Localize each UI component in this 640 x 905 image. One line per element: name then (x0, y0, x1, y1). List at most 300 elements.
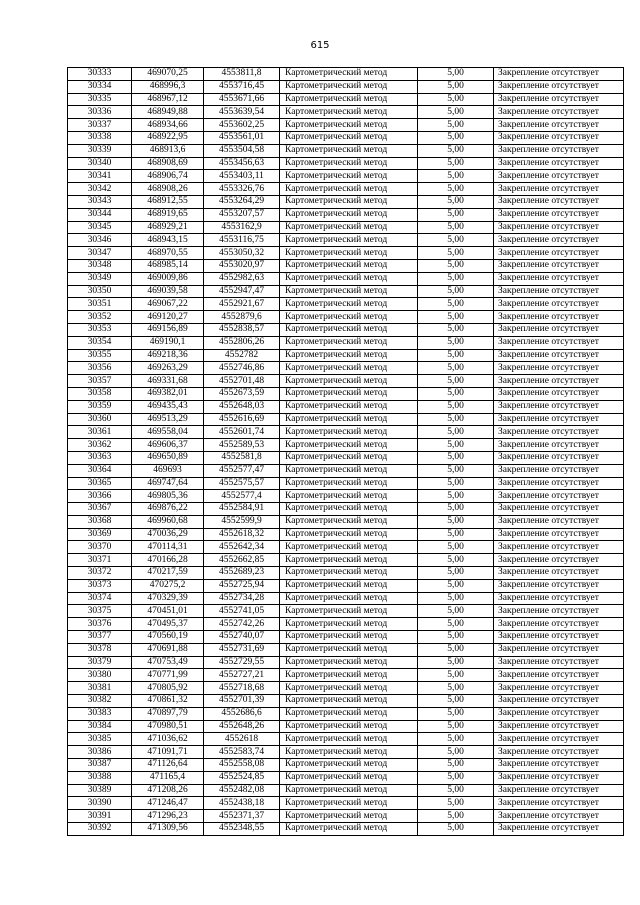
cell-y-coordinate: 4552584,91 (204, 503, 280, 516)
cell-y-coordinate: 4552618,32 (204, 528, 280, 541)
cell-y-coordinate: 4553602,25 (204, 119, 280, 132)
cell-fixation: Закрепление отсутствует (494, 234, 624, 247)
cell-point-number: 30386 (68, 746, 132, 759)
cell-method: Картометрический метод (280, 247, 418, 260)
cell-point-number: 30362 (68, 439, 132, 452)
cell-x-coordinate: 468934,66 (132, 119, 204, 132)
cell-x-coordinate: 468922,95 (132, 131, 204, 144)
cell-point-number: 30347 (68, 247, 132, 260)
cell-x-coordinate: 468970,55 (132, 247, 204, 260)
cell-accuracy: 5,00 (418, 707, 494, 720)
cell-fixation: Закрепление отсутствует (494, 669, 624, 682)
cell-method: Картометрический метод (280, 93, 418, 106)
cell-fixation: Закрепление отсутствует (494, 336, 624, 349)
cell-method: Картометрический метод (280, 272, 418, 285)
cell-y-coordinate: 4553162,9 (204, 221, 280, 234)
cell-point-number: 30392 (68, 823, 132, 836)
cell-accuracy: 5,00 (418, 170, 494, 183)
cell-accuracy: 5,00 (418, 336, 494, 349)
table-row (68, 183, 624, 196)
table-row (68, 80, 624, 93)
cell-method: Картометрический метод (280, 285, 418, 298)
cell-y-coordinate: 4552718,68 (204, 682, 280, 695)
cell-method: Картометрический метод (280, 311, 418, 324)
cell-point-number: 30343 (68, 195, 132, 208)
cell-method: Картометрический метод (280, 413, 418, 426)
cell-fixation: Закрепление отсутствует (494, 451, 624, 464)
cell-y-coordinate: 4552558,08 (204, 759, 280, 772)
cell-point-number: 30352 (68, 311, 132, 324)
cell-point-number: 30370 (68, 541, 132, 554)
cell-method: Картометрический метод (280, 528, 418, 541)
cell-accuracy: 5,00 (418, 234, 494, 247)
cell-fixation: Закрепление отсутствует (494, 247, 624, 260)
table-row (68, 477, 624, 490)
table-row (68, 106, 624, 119)
table-row (68, 439, 624, 452)
cell-accuracy: 5,00 (418, 400, 494, 413)
cell-x-coordinate: 468906,74 (132, 170, 204, 183)
cell-y-coordinate: 4552746,86 (204, 362, 280, 375)
cell-fixation: Закрепление отсутствует (494, 285, 624, 298)
cell-fixation: Закрепление отсутствует (494, 400, 624, 413)
cell-x-coordinate: 471091,71 (132, 746, 204, 759)
cell-x-coordinate: 471296,23 (132, 810, 204, 823)
cell-point-number: 30389 (68, 784, 132, 797)
cell-x-coordinate: 469156,89 (132, 323, 204, 336)
cell-accuracy: 5,00 (418, 592, 494, 605)
cell-y-coordinate: 4552438,18 (204, 797, 280, 810)
cell-accuracy: 5,00 (418, 195, 494, 208)
cell-method: Картометрический метод (280, 554, 418, 567)
cell-y-coordinate: 4552648,26 (204, 720, 280, 733)
cell-x-coordinate: 470805,92 (132, 682, 204, 695)
cell-fixation: Закрепление отсутствует (494, 183, 624, 196)
cell-point-number: 30376 (68, 618, 132, 631)
cell-x-coordinate: 470114,31 (132, 541, 204, 554)
cell-point-number: 30333 (68, 68, 132, 81)
cell-y-coordinate: 4552348,55 (204, 823, 280, 836)
cell-y-coordinate: 4553671,66 (204, 93, 280, 106)
cell-x-coordinate: 469039,58 (132, 285, 204, 298)
cell-accuracy: 5,00 (418, 311, 494, 324)
cell-x-coordinate: 468967,12 (132, 93, 204, 106)
cell-method: Картометрический метод (280, 170, 418, 183)
cell-method: Картометрический метод (280, 336, 418, 349)
cell-fixation: Закрепление отсутствует (494, 695, 624, 708)
cell-method: Картометрический метод (280, 605, 418, 618)
cell-point-number: 30373 (68, 579, 132, 592)
cell-method: Картометрический метод (280, 477, 418, 490)
cell-point-number: 30358 (68, 387, 132, 400)
cell-x-coordinate: 469960,68 (132, 515, 204, 528)
cell-accuracy: 5,00 (418, 362, 494, 375)
cell-point-number: 30337 (68, 119, 132, 132)
cell-fixation: Закрепление отсутствует (494, 464, 624, 477)
cell-point-number: 30369 (68, 528, 132, 541)
cell-fixation: Закрепление отсутствует (494, 618, 624, 631)
table-row (68, 362, 624, 375)
cell-y-coordinate: 4553020,97 (204, 259, 280, 272)
table-row (68, 413, 624, 426)
cell-point-number: 30338 (68, 131, 132, 144)
cell-fixation: Закрепление отсутствует (494, 605, 624, 618)
cell-x-coordinate: 469070,25 (132, 68, 204, 81)
cell-accuracy: 5,00 (418, 247, 494, 260)
cell-fixation: Закрепление отсутствует (494, 477, 624, 490)
cell-method: Картометрический метод (280, 208, 418, 221)
table-row (68, 720, 624, 733)
cell-fixation: Закрепление отсутствует (494, 323, 624, 336)
table-row (68, 733, 624, 746)
cell-y-coordinate: 4553504,58 (204, 144, 280, 157)
cell-point-number: 30349 (68, 272, 132, 285)
cell-x-coordinate: 470897,79 (132, 707, 204, 720)
cell-fixation: Закрепление отсутствует (494, 643, 624, 656)
cell-x-coordinate: 469120,27 (132, 311, 204, 324)
cell-x-coordinate: 469650,89 (132, 451, 204, 464)
cell-x-coordinate: 469876,22 (132, 503, 204, 516)
cell-accuracy: 5,00 (418, 349, 494, 362)
cell-y-coordinate: 4552673,59 (204, 387, 280, 400)
cell-point-number: 30360 (68, 413, 132, 426)
cell-x-coordinate: 471246,47 (132, 797, 204, 810)
cell-point-number: 30359 (68, 400, 132, 413)
cell-method: Картометрический метод (280, 707, 418, 720)
cell-y-coordinate: 4552921,67 (204, 298, 280, 311)
cell-point-number: 30384 (68, 720, 132, 733)
cell-fixation: Закрепление отсутствует (494, 413, 624, 426)
cell-fixation: Закрепление отсутствует (494, 311, 624, 324)
cell-fixation: Закрепление отсутствует (494, 771, 624, 784)
cell-y-coordinate: 4553456,63 (204, 157, 280, 170)
cell-x-coordinate: 468985,14 (132, 259, 204, 272)
cell-accuracy: 5,00 (418, 771, 494, 784)
cell-method: Картометрический метод (280, 797, 418, 810)
cell-method: Картометрический метод (280, 362, 418, 375)
table-row (68, 746, 624, 759)
cell-y-coordinate: 4552482,08 (204, 784, 280, 797)
cell-point-number: 30364 (68, 464, 132, 477)
table-row (68, 669, 624, 682)
cell-fixation: Закрепление отсутствует (494, 759, 624, 772)
cell-x-coordinate: 469693 (132, 464, 204, 477)
table-row (68, 144, 624, 157)
cell-x-coordinate: 468908,26 (132, 183, 204, 196)
cell-method: Картометрический метод (280, 439, 418, 452)
cell-accuracy: 5,00 (418, 298, 494, 311)
cell-accuracy: 5,00 (418, 119, 494, 132)
cell-fixation: Закрепление отсутствует (494, 349, 624, 362)
cell-y-coordinate: 4552742,26 (204, 618, 280, 631)
cell-method: Картометрический метод (280, 631, 418, 644)
cell-accuracy: 5,00 (418, 426, 494, 439)
cell-x-coordinate: 471309,56 (132, 823, 204, 836)
cell-x-coordinate: 469190,1 (132, 336, 204, 349)
table-row (68, 797, 624, 810)
cell-fixation: Закрепление отсутствует (494, 746, 624, 759)
cell-y-coordinate: 4553403,11 (204, 170, 280, 183)
cell-point-number: 30391 (68, 810, 132, 823)
cell-y-coordinate: 4552806,26 (204, 336, 280, 349)
cell-x-coordinate: 470166,28 (132, 554, 204, 567)
cell-y-coordinate: 4552731,69 (204, 643, 280, 656)
cell-y-coordinate: 4552689,23 (204, 567, 280, 580)
table-row (68, 247, 624, 260)
cell-method: Картометрический метод (280, 759, 418, 772)
cell-y-coordinate: 4552947,47 (204, 285, 280, 298)
cell-fixation: Закрепление отсутствует (494, 810, 624, 823)
cell-x-coordinate: 469747,64 (132, 477, 204, 490)
table-row (68, 656, 624, 669)
cell-y-coordinate: 4552642,34 (204, 541, 280, 554)
cell-accuracy: 5,00 (418, 695, 494, 708)
cell-fixation: Закрепление отсутствует (494, 579, 624, 592)
cell-accuracy: 5,00 (418, 567, 494, 580)
cell-method: Картометрический метод (280, 451, 418, 464)
cell-y-coordinate: 4552982,63 (204, 272, 280, 285)
cell-y-coordinate: 4553207,57 (204, 208, 280, 221)
cell-accuracy: 5,00 (418, 656, 494, 669)
cell-point-number: 30363 (68, 451, 132, 464)
table-row (68, 336, 624, 349)
cell-x-coordinate: 468913,6 (132, 144, 204, 157)
cell-fixation: Закрепление отсутствует (494, 387, 624, 400)
cell-point-number: 30377 (68, 631, 132, 644)
cell-y-coordinate: 4552583,74 (204, 746, 280, 759)
cell-method: Картометрический метод (280, 400, 418, 413)
cell-method: Картометрический метод (280, 823, 418, 836)
cell-fixation: Закрепление отсутствует (494, 144, 624, 157)
cell-point-number: 30357 (68, 375, 132, 388)
cell-accuracy: 5,00 (418, 541, 494, 554)
cell-fixation: Закрепление отсутствует (494, 503, 624, 516)
cell-accuracy: 5,00 (418, 221, 494, 234)
cell-fixation: Закрепление отсутствует (494, 682, 624, 695)
cell-method: Картометрический метод (280, 490, 418, 503)
table-row (68, 157, 624, 170)
table-row (68, 541, 624, 554)
table-row (68, 605, 624, 618)
cell-accuracy: 5,00 (418, 528, 494, 541)
cell-fixation: Закрепление отсутствует (494, 259, 624, 272)
table-row (68, 234, 624, 247)
table-row (68, 554, 624, 567)
cell-accuracy: 5,00 (418, 720, 494, 733)
cell-point-number: 30366 (68, 490, 132, 503)
cell-x-coordinate: 468908,69 (132, 157, 204, 170)
cell-x-coordinate: 468929,21 (132, 221, 204, 234)
cell-x-coordinate: 470560,19 (132, 631, 204, 644)
cell-point-number: 30385 (68, 733, 132, 746)
cell-method: Картометрический метод (280, 195, 418, 208)
table-row (68, 759, 624, 772)
cell-method: Картометрический метод (280, 503, 418, 516)
cell-fixation: Закрепление отсутствует (494, 656, 624, 669)
cell-point-number: 30365 (68, 477, 132, 490)
table-row (68, 464, 624, 477)
table-row (68, 426, 624, 439)
cell-fixation: Закрепление отсутствует (494, 80, 624, 93)
cell-method: Картометрический метод (280, 464, 418, 477)
cell-point-number: 30341 (68, 170, 132, 183)
cell-method: Картометрический метод (280, 375, 418, 388)
cell-y-coordinate: 4552782 (204, 349, 280, 362)
table-row (68, 131, 624, 144)
cell-fixation: Закрепление отсутствует (494, 221, 624, 234)
cell-point-number: 30355 (68, 349, 132, 362)
cell-method: Картометрический метод (280, 695, 418, 708)
coordinates-table (67, 67, 624, 836)
cell-point-number: 30367 (68, 503, 132, 516)
cell-accuracy: 5,00 (418, 669, 494, 682)
cell-method: Картометрический метод (280, 682, 418, 695)
cell-y-coordinate: 4552729,55 (204, 656, 280, 669)
cell-y-coordinate: 4552879,6 (204, 311, 280, 324)
cell-accuracy: 5,00 (418, 784, 494, 797)
cell-y-coordinate: 4553116,75 (204, 234, 280, 247)
table-row (68, 515, 624, 528)
table-row (68, 68, 624, 81)
cell-point-number: 30356 (68, 362, 132, 375)
cell-x-coordinate: 470036,29 (132, 528, 204, 541)
cell-x-coordinate: 470753,49 (132, 656, 204, 669)
table-row (68, 375, 624, 388)
coordinates-table-body (68, 68, 624, 836)
cell-x-coordinate: 469218,36 (132, 349, 204, 362)
cell-x-coordinate: 469067,22 (132, 298, 204, 311)
cell-y-coordinate: 4552662,85 (204, 554, 280, 567)
cell-method: Картометрический метод (280, 618, 418, 631)
cell-y-coordinate: 4552601,74 (204, 426, 280, 439)
cell-accuracy: 5,00 (418, 643, 494, 656)
cell-accuracy: 5,00 (418, 144, 494, 157)
cell-x-coordinate: 468943,15 (132, 234, 204, 247)
cell-point-number: 30380 (68, 669, 132, 682)
cell-fixation: Закрепление отсутствует (494, 515, 624, 528)
cell-x-coordinate: 469009,86 (132, 272, 204, 285)
cell-fixation: Закрепление отсутствует (494, 131, 624, 144)
cell-y-coordinate: 4552618 (204, 733, 280, 746)
cell-accuracy: 5,00 (418, 579, 494, 592)
cell-method: Картометрический метод (280, 541, 418, 554)
cell-fixation: Закрепление отсутствует (494, 707, 624, 720)
cell-fixation: Закрепление отсутствует (494, 68, 624, 81)
table-row (68, 349, 624, 362)
table-row (68, 387, 624, 400)
cell-fixation: Закрепление отсутствует (494, 272, 624, 285)
cell-method: Картометрический метод (280, 746, 418, 759)
cell-y-coordinate: 4553716,45 (204, 80, 280, 93)
cell-point-number: 30336 (68, 106, 132, 119)
table-row (68, 567, 624, 580)
cell-accuracy: 5,00 (418, 477, 494, 490)
cell-method: Картометрический метод (280, 80, 418, 93)
cell-method: Картометрический метод (280, 68, 418, 81)
cell-fixation: Закрепление отсутствует (494, 784, 624, 797)
cell-y-coordinate: 4552741,05 (204, 605, 280, 618)
cell-fixation: Закрепление отсутствует (494, 541, 624, 554)
cell-method: Картометрический метод (280, 234, 418, 247)
cell-y-coordinate: 4552734,28 (204, 592, 280, 605)
cell-fixation: Закрепление отсутствует (494, 592, 624, 605)
cell-y-coordinate: 4552599,9 (204, 515, 280, 528)
cell-y-coordinate: 4552524,85 (204, 771, 280, 784)
cell-point-number: 30348 (68, 259, 132, 272)
table-row (68, 93, 624, 106)
cell-y-coordinate: 4552616,69 (204, 413, 280, 426)
table-row (68, 298, 624, 311)
cell-fixation: Закрепление отсутствует (494, 298, 624, 311)
cell-point-number: 30374 (68, 592, 132, 605)
cell-x-coordinate: 470329,39 (132, 592, 204, 605)
cell-accuracy: 5,00 (418, 208, 494, 221)
cell-x-coordinate: 468996,3 (132, 80, 204, 93)
table-row (68, 400, 624, 413)
cell-y-coordinate: 4552577,4 (204, 490, 280, 503)
cell-y-coordinate: 4553561,01 (204, 131, 280, 144)
table-row (68, 682, 624, 695)
cell-method: Картометрический метод (280, 733, 418, 746)
cell-accuracy: 5,00 (418, 746, 494, 759)
cell-y-coordinate: 4552701,39 (204, 695, 280, 708)
cell-accuracy: 5,00 (418, 515, 494, 528)
cell-accuracy: 5,00 (418, 375, 494, 388)
cell-method: Картометрический метод (280, 221, 418, 234)
cell-method: Картометрический метод (280, 298, 418, 311)
cell-y-coordinate: 4553811,8 (204, 68, 280, 81)
cell-accuracy: 5,00 (418, 618, 494, 631)
cell-point-number: 30346 (68, 234, 132, 247)
table-row (68, 643, 624, 656)
cell-accuracy: 5,00 (418, 605, 494, 618)
table-row (68, 823, 624, 836)
table-row (68, 119, 624, 132)
cell-method: Картометрический метод (280, 131, 418, 144)
table-row (68, 259, 624, 272)
table-row (68, 771, 624, 784)
cell-method: Картометрический метод (280, 144, 418, 157)
cell-y-coordinate: 4553326,76 (204, 183, 280, 196)
cell-point-number: 30350 (68, 285, 132, 298)
cell-point-number: 30339 (68, 144, 132, 157)
table-row (68, 170, 624, 183)
cell-fixation: Закрепление отсутствует (494, 554, 624, 567)
cell-x-coordinate: 469331,68 (132, 375, 204, 388)
cell-accuracy: 5,00 (418, 259, 494, 272)
table-row (68, 528, 624, 541)
cell-method: Картометрический метод (280, 810, 418, 823)
cell-method: Картометрический метод (280, 119, 418, 132)
cell-accuracy: 5,00 (418, 797, 494, 810)
table-row (68, 579, 624, 592)
cell-fixation: Закрепление отсутствует (494, 195, 624, 208)
cell-x-coordinate: 470771,99 (132, 669, 204, 682)
cell-y-coordinate: 4552648,03 (204, 400, 280, 413)
table-row (68, 285, 624, 298)
cell-accuracy: 5,00 (418, 106, 494, 119)
cell-x-coordinate: 470495,37 (132, 618, 204, 631)
cell-fixation: Закрепление отсутствует (494, 528, 624, 541)
table-row (68, 592, 624, 605)
cell-x-coordinate: 469606,37 (132, 439, 204, 452)
cell-fixation: Закрепление отсутствует (494, 733, 624, 746)
cell-point-number: 30354 (68, 336, 132, 349)
cell-accuracy: 5,00 (418, 810, 494, 823)
cell-point-number: 30379 (68, 656, 132, 669)
cell-method: Картометрический метод (280, 323, 418, 336)
cell-y-coordinate: 4552838,57 (204, 323, 280, 336)
